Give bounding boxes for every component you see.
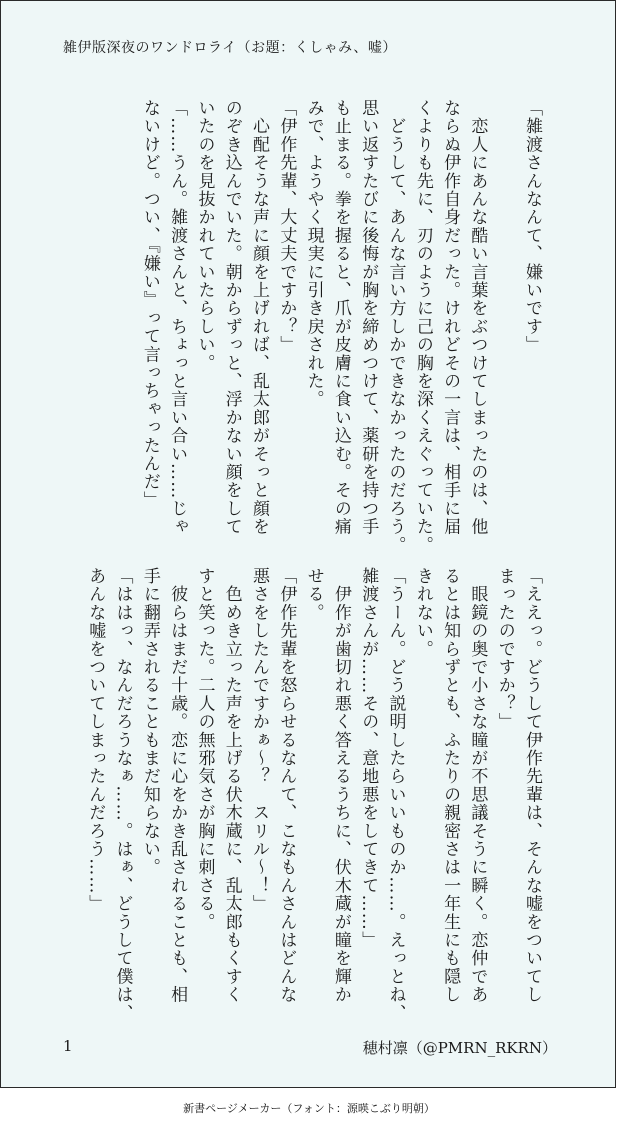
text-block-lower [81,567,545,1022]
text-line: みで、ようやく現実に引き戻された。 [303,99,324,409]
page-number: 1 [63,1037,73,1055]
text-line: ならぬ伊作自身だった。けれどその一言は、相手に届 [440,99,461,536]
text-line: るとは知らずとも、ふたりの親密さは一年生にも隠し [440,567,461,1004]
text-line: 「……うん。雑渡さんと、ちょっと言い合い……じゃ [167,99,188,536]
text-line: すと笑った。二人の無邪気さが胸に刺さる。 [194,567,215,931]
text-line: くよりも先に、刃のように己の胸を深くえぐっていた。 [412,99,433,554]
text-line: 手に翻弄されることもまだ知らない。 [139,567,160,877]
text-line: 心配そうな声に顔を上げれば、乱太郎がそっと顔を [249,99,270,536]
text-line: いたのを見抜かれていたらしい。 [194,99,215,372]
text-line [490,99,517,519]
text-line: 悪さをしたんですかぁ〜？ スリル〜！」 [249,567,270,913]
text-line: も止まる。拳を握ると、爪が皮膚に食い込む。その痛 [330,99,351,536]
text-line: 思い返すたびに後悔が胸を締めつけて、薬研を持つ手 [358,99,379,536]
text-line: 眼鏡の奥で小さな瞳が不思議そうに瞬く。恋仲であ [467,567,488,1004]
author-credit: 穂村凛（@PMRN_RKRN） [362,1039,557,1057]
text-line: きれない。 [412,567,433,658]
text-line: まったのですか？」 [494,567,515,731]
text-line: 「ええっ。どうして伊作先輩は、そんな嘘をついてし [522,567,542,1004]
generator-credit: 新書ページメーカー（フォント：源暎こぶり明朝） [183,1102,435,1115]
text-line: あんな嘘をついてしまったんだろう……」 [85,567,106,913]
text-line: せる。 [303,567,324,622]
text-line: 色めき立った声を上げる伏木蔵に、乱太郎もくすく [221,567,242,1004]
text-line: 雑渡さんが……その、意地悪をしてきて……」 [358,567,379,950]
text-line: 「うーん。どう説明したらいいものか……。えっとね、 [385,567,406,1022]
text-line: 伊作が歯切れ悪く答えるうちに、伏木蔵が瞳を輝か [330,567,351,1004]
text-line: 「雑渡さんなんて、嫌いです」 [522,99,542,354]
text-line: 「伊作先輩、大丈夫ですか？」 [276,99,297,354]
text-line: 恋人にあんな酷い言葉をぶつけてしまったのは、他 [467,99,488,536]
text-line: どうして、あんな言い方しかできなかったのだろう。 [385,99,406,554]
text-line: 彼らはまだ十歳。恋に心をかき乱されることも、相 [167,567,188,1004]
text-block-upper [136,99,545,554]
text-line: ないけど。つい、『嫌い』って言っちゃったんだ」 [139,99,160,510]
text-line: 「ははっ、なんだろうなぁ……。はぁ、どうして僕は、 [112,567,133,1022]
text-line: のぞき込んでいた。朝からずっと、浮かない顔をして [221,99,242,536]
page-title: 雑伊版深夜のワンドロライ（お題：くしゃみ、嘘） [63,40,397,56]
text-line: 「伊作先輩を怒らせるなんて、こなもんさんはどんな [276,567,297,1004]
